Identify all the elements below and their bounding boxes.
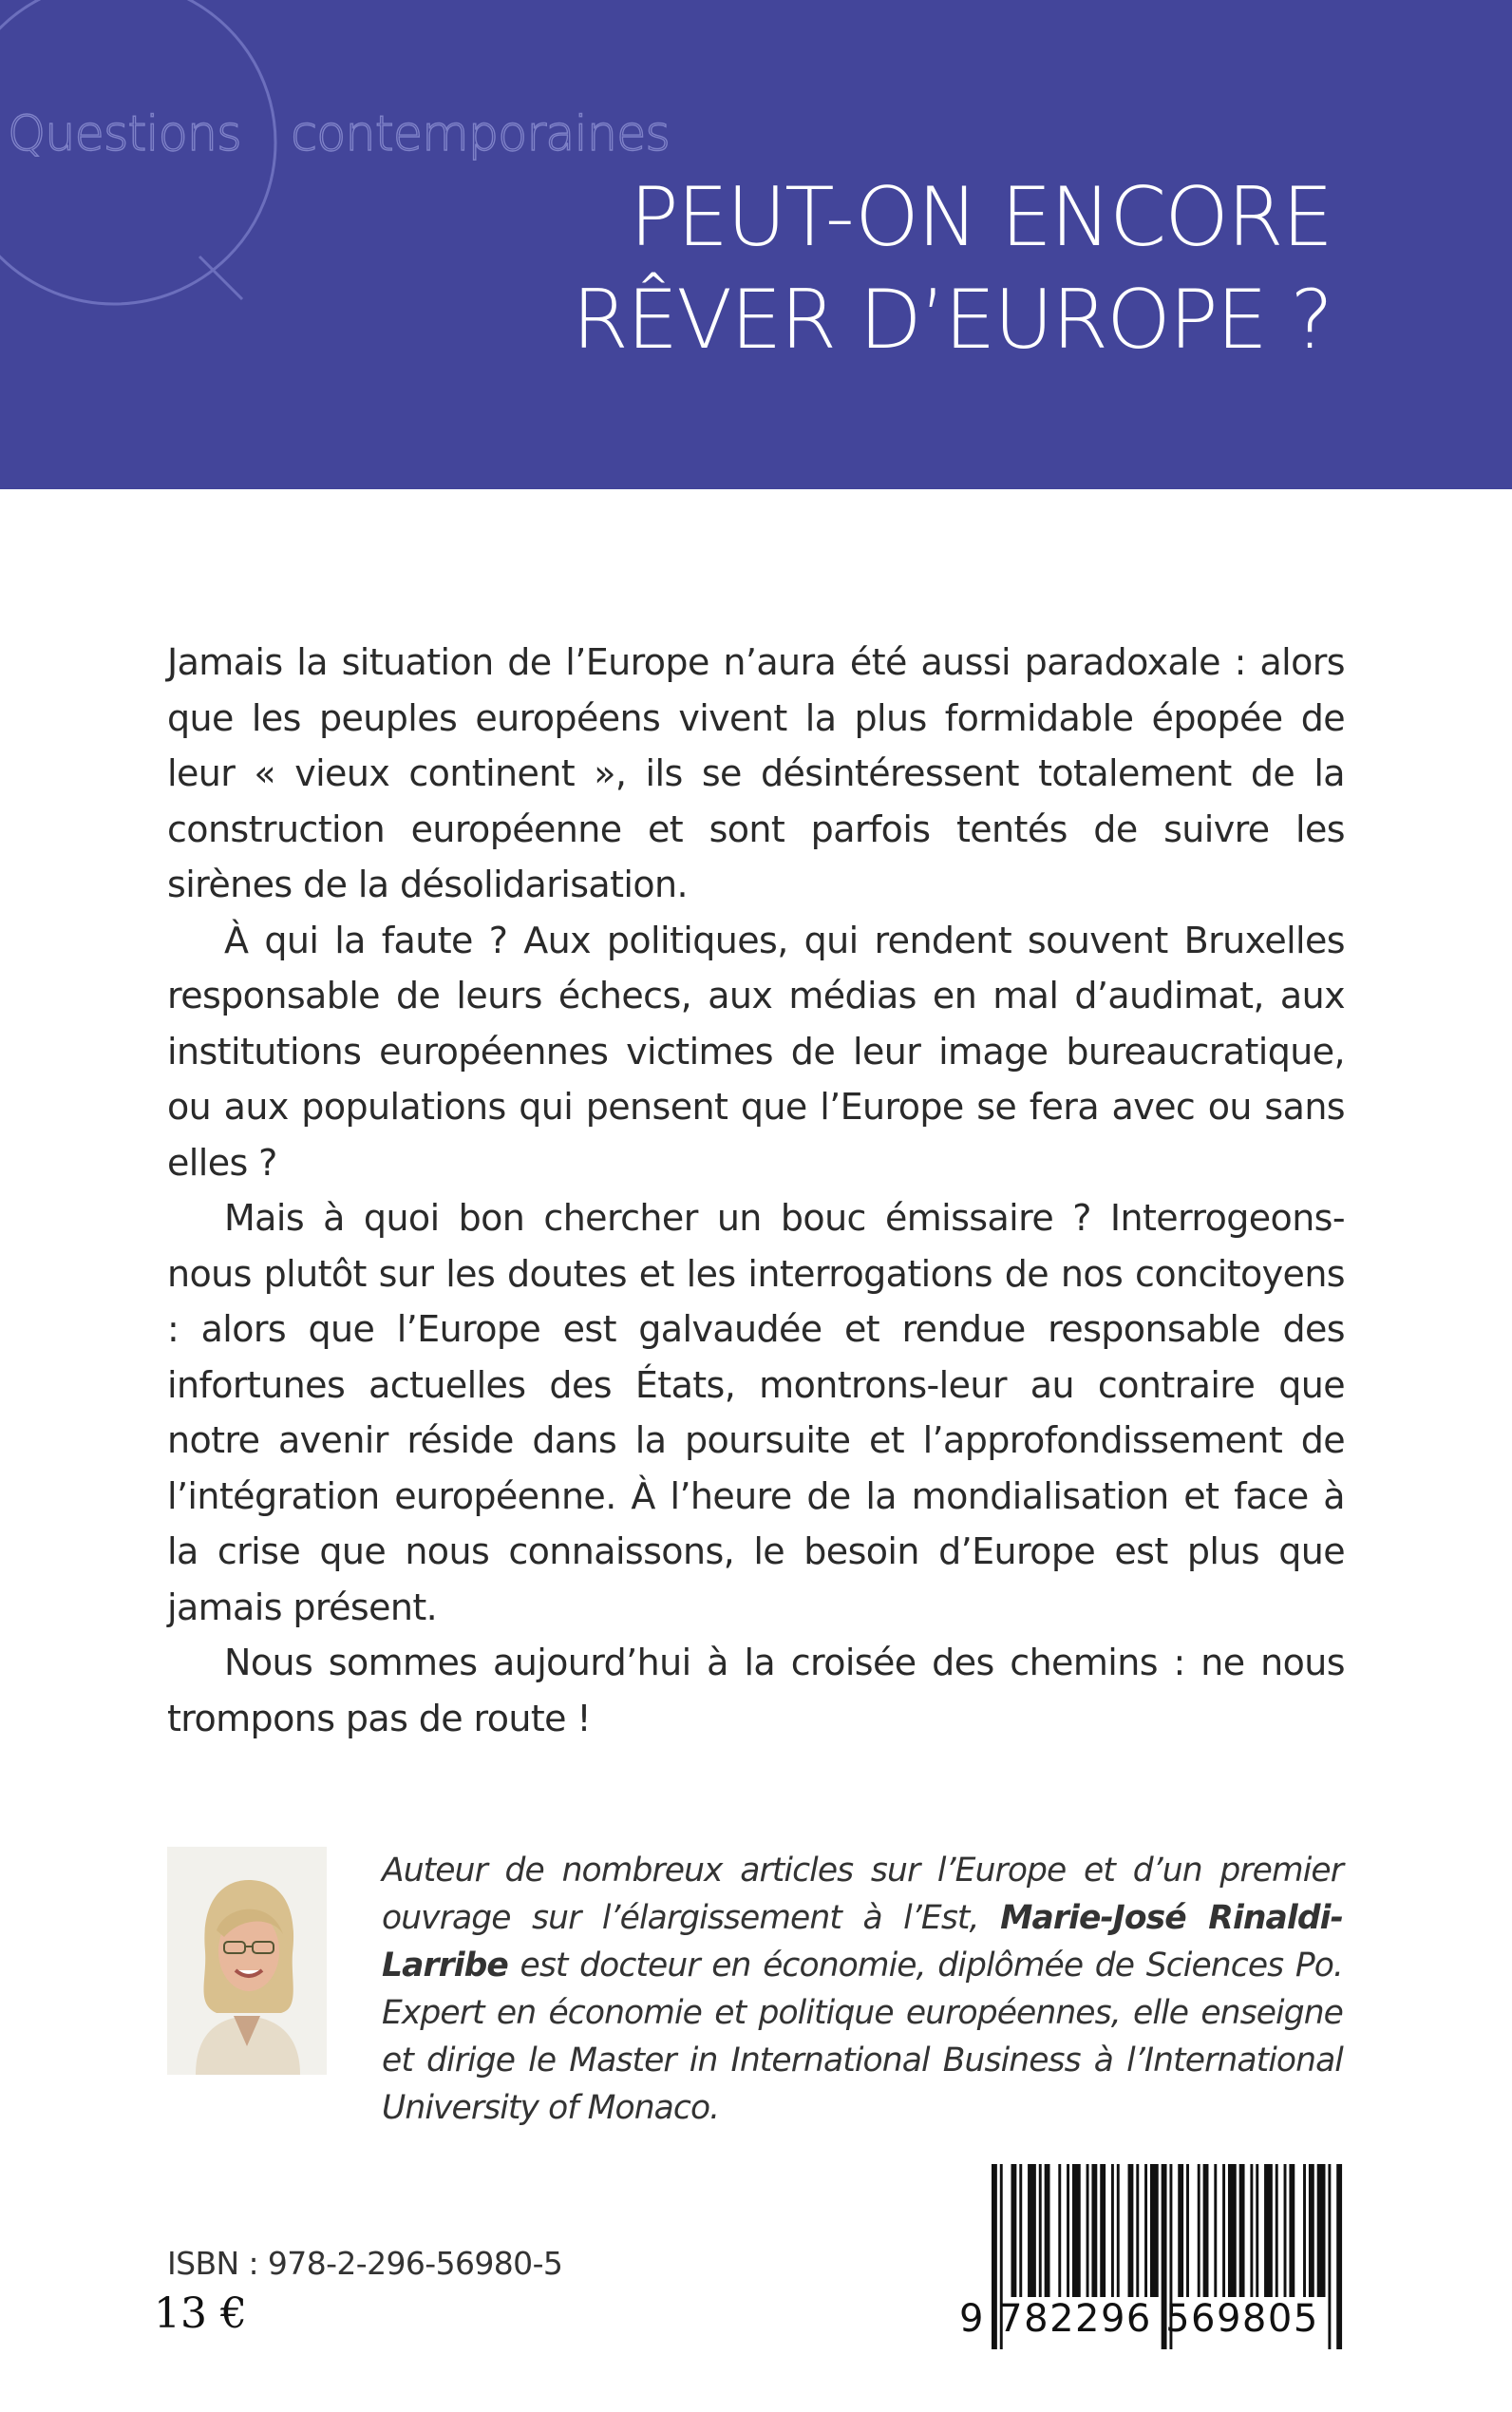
paragraph-4: Nous sommes aujourd’hui à la croisée des chemins : ne nous trompons pas de route ! — [167, 1642, 1345, 1739]
barcode-bar — [1136, 2164, 1139, 2297]
barcode-bar — [1284, 2164, 1287, 2297]
author-name: Marie-José Rinaldi-Larribe — [382, 1899, 1343, 1985]
barcode-bar — [1117, 2164, 1120, 2297]
barcode-bar — [1039, 2164, 1042, 2297]
barcode-bar — [1317, 2164, 1326, 2297]
cover-header — [0, 0, 1512, 489]
author-bio — [382, 1847, 1343, 2132]
barcode-bar — [1256, 2164, 1258, 2297]
barcode-bar — [1186, 2164, 1189, 2297]
barcode-bar — [1028, 2164, 1036, 2297]
barcode-bar — [1198, 2164, 1200, 2297]
barcode-bar — [1250, 2164, 1253, 2297]
bio-intro: Auteur de nombreux articles sur l’Europe et d’un premier ouvrage sur l’élargissement à l’Est, — [382, 1852, 1343, 1937]
barcode-bar — [1111, 2164, 1114, 2297]
barcode-bar — [1045, 2164, 1050, 2297]
barcode-bar — [1019, 2164, 1022, 2297]
barcode-bar — [1072, 2164, 1081, 2297]
paragraph-2: À qui la faute ? Aux politiques, qui rendent souvent Bruxelles responsable de leurs échecs, aux médias en mal d’audimat, aux institutions européennes victimes de leur image bureaucratique, ou aux populations qui pensent que l’Europe se fera avec ou sans elles ? — [167, 919, 1345, 1184]
barcode-bar — [1087, 2164, 1089, 2297]
title-line-1: PEUT-ON ENCORE — [629, 170, 1332, 265]
barcode-bar — [1178, 2164, 1183, 2297]
collection-word-1: Questions — [8, 106, 241, 162]
barcode-bar — [1303, 2164, 1306, 2297]
barcode-bar — [1091, 2164, 1097, 2297]
barcode-bar — [1264, 2164, 1273, 2297]
author-photo — [167, 1847, 327, 2075]
back-cover-text — [167, 635, 1345, 1746]
barcode-bar — [1203, 2164, 1209, 2297]
barcode-bar — [1289, 2164, 1295, 2297]
title-line-2: RÊVER D’EUROPE ? — [572, 273, 1332, 368]
barcode-bar — [1222, 2164, 1225, 2297]
barcode-bar — [1309, 2164, 1314, 2297]
barcode-bar — [1150, 2164, 1159, 2297]
barcode-bar — [1058, 2164, 1061, 2297]
barcode-number: 9 782296 569805 — [959, 2297, 1319, 2341]
barcode-bar — [1067, 2164, 1069, 2297]
collection-name — [8, 106, 672, 173]
barcode-bar — [1239, 2164, 1245, 2297]
paragraph-1: Jamais la situation de l’Europe n’aura été aussi paradoxale : alors que les peuples européens vivent la plus formidable épopée de leur « vieux continent », ils se désintéressent totalement de la construction européenne et sont parfois tentés de suivre les sirènes de la désolidarisation. — [167, 641, 1345, 905]
barcode-bar — [1128, 2164, 1134, 2297]
price-label: 13 € — [154, 2289, 247, 2338]
paragraph-3: Mais à quoi bon chercher un bouc émissaire ? Interrogeons-nous plutôt sur les doutes et les interrogations de nos concitoyens : alors que l’Europe est galvaudée et rendue responsable des infortunes actuelles des États, montrons-leur au contraire que notre avenir réside dans la poursuite et l’approfondissement de l’intégration européenne. À l’heure de la mondialisation et face à la crise que nous connaissons, le besoin d’Europe est plus que jamais présent. — [167, 1197, 1345, 1628]
barcode-bar — [1100, 2164, 1106, 2297]
barcode-bar — [1011, 2164, 1017, 2297]
isbn-label: ISBN : 978-2-296-56980-5 — [167, 2245, 563, 2282]
collection-word-2: contemporaines — [291, 106, 670, 162]
barcode-bar — [1228, 2164, 1237, 2297]
barcode-bar — [1144, 2164, 1147, 2297]
book-title — [382, 166, 1332, 371]
barcode-bar — [1276, 2164, 1278, 2297]
bio-details: est docteur en économie, diplômée de Sciences Po. Expert en économie et politique européennes, elle enseigne et dirige le Master in International Business à l’International University of Monaco. — [382, 1947, 1343, 2127]
barcode-bar — [1214, 2164, 1217, 2297]
